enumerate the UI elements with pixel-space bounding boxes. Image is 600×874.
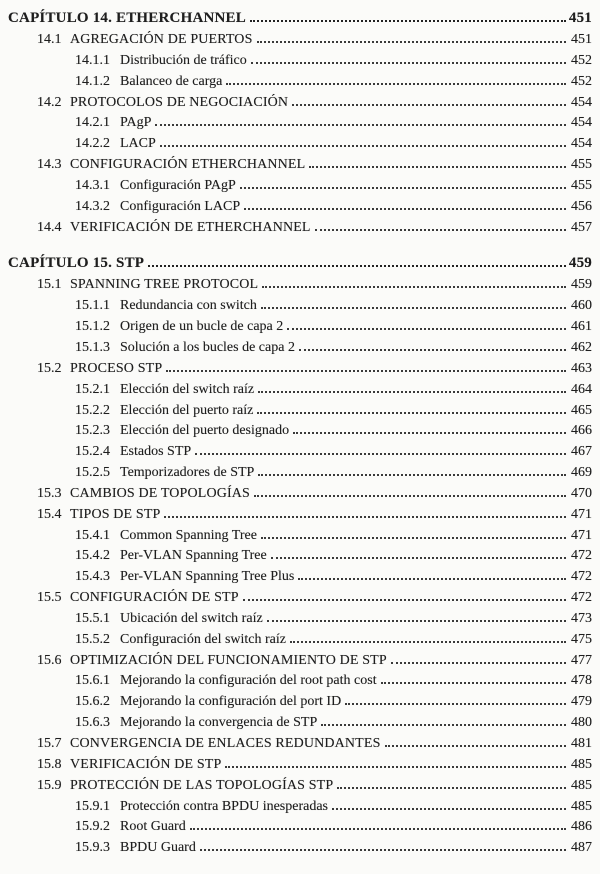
toc-entry-number: 15.2 xyxy=(37,360,62,376)
toc-entry xyxy=(8,463,592,484)
toc-entry-label: Mejorando la convergencia de STP xyxy=(120,715,318,731)
toc-entry-page: 467 xyxy=(571,444,592,460)
dot-leader xyxy=(244,204,566,210)
toc-entry-label: Solución a los bucles de capa 2 xyxy=(120,339,295,355)
toc-entry-number: 15.2.3 xyxy=(75,423,110,439)
toc-entry xyxy=(8,484,592,505)
toc-entry-page: 465 xyxy=(571,402,592,418)
toc-entry xyxy=(8,218,592,239)
toc-entry-number: 15.4.1 xyxy=(75,527,110,543)
dot-leader xyxy=(166,366,566,372)
toc-entry-number: 15.2.4 xyxy=(75,444,110,460)
toc-entry-label: Redundancia con switch xyxy=(120,298,257,314)
toc-entry-number: 15.2.1 xyxy=(75,381,110,397)
chapter-block xyxy=(8,251,592,859)
toc-entry-number: 15.7 xyxy=(37,736,62,751)
toc-entry-number: 15.9.2 xyxy=(75,819,110,835)
dot-leader xyxy=(257,37,566,43)
dot-leader xyxy=(240,183,566,189)
toc-entry-label: Configuración PAgP xyxy=(120,177,236,193)
dot-leader xyxy=(293,428,566,434)
toc-entry-number: 15.1.1 xyxy=(75,298,110,314)
toc-entry-label: Mejorando la configuración del root path cost xyxy=(120,673,377,689)
toc-entry xyxy=(8,197,592,218)
toc-entry-page: 464 xyxy=(571,381,592,397)
toc-entry-page: 461 xyxy=(571,319,592,335)
toc-entry-number: 15.5 xyxy=(37,590,62,606)
toc-entry xyxy=(8,797,592,818)
toc-entry-number: 15.5.1 xyxy=(75,610,110,626)
toc-entry-number: 15.1 xyxy=(37,277,62,293)
toc-entry-number: 14.2 xyxy=(37,94,62,110)
dot-leader xyxy=(250,16,566,22)
toc-entry-number: 15.9.1 xyxy=(75,798,110,814)
dot-leader xyxy=(391,658,566,664)
toc-entry-label: Protección contra BPDU inesperadas xyxy=(120,798,328,814)
chapter-title-label: CAPÍTULO 14. ETHERCHANNEL xyxy=(8,10,246,26)
toc-entry-number: 15.2.5 xyxy=(75,465,110,481)
toc-entry-number: 15.6.1 xyxy=(75,673,110,689)
toc-entry-page: 471 xyxy=(571,527,592,543)
chapter-title-page: 451 xyxy=(568,10,592,26)
toc-entry xyxy=(8,817,592,838)
toc-entry-number: 14.1.2 xyxy=(75,73,110,89)
dot-leader xyxy=(190,824,566,830)
toc-entry-label: Common Spanning Tree xyxy=(120,527,257,543)
toc-entry-number: 15.8 xyxy=(37,756,62,772)
toc-entry xyxy=(8,546,592,567)
toc-entry-number: 15.3 xyxy=(37,485,62,501)
toc-entry xyxy=(8,567,592,588)
dot-leader xyxy=(257,408,566,414)
dot-leader xyxy=(164,512,566,518)
toc-entry-page: 475 xyxy=(571,631,592,647)
dot-leader xyxy=(225,762,566,768)
toc-entry xyxy=(8,734,592,755)
toc-entry-label: Distribución de tráfico xyxy=(120,52,247,68)
toc-entry-label: Origen de un bucle de capa 2 xyxy=(120,319,284,335)
toc-entry-page: 455 xyxy=(571,157,592,173)
chapter-title xyxy=(8,6,592,30)
toc-entry-number: 15.2.2 xyxy=(75,402,110,418)
toc-entry-page: 454 xyxy=(571,94,592,110)
toc-entry xyxy=(8,609,592,630)
toc-entry-page: 454 xyxy=(571,136,592,152)
toc-entry-label: Configuración LACP xyxy=(120,198,241,214)
chapter-title-page: 459 xyxy=(568,255,592,272)
dot-leader xyxy=(267,616,566,622)
toc-entry xyxy=(8,505,592,526)
toc-entry-page: 485 xyxy=(571,798,592,814)
toc-entry xyxy=(8,113,592,134)
dot-leader xyxy=(160,141,566,147)
dot-leader xyxy=(271,553,566,559)
toc-entry xyxy=(8,671,592,692)
toc-entry-number: 15.1.3 xyxy=(75,339,110,355)
toc-entry-label: LACP xyxy=(120,136,156,152)
dot-leader xyxy=(262,282,566,288)
toc-entry-label: CONFIGURACIÓN ETHERCHANNEL xyxy=(70,157,306,173)
toc-entry-number: 14.3.1 xyxy=(75,177,110,193)
toc-entry-number: 15.5.2 xyxy=(75,631,110,647)
toc-entry-page: 485 xyxy=(571,777,592,793)
toc-entry-number: 15.6 xyxy=(37,652,62,668)
toc-entry-number: 15.9 xyxy=(37,777,62,793)
toc-entry xyxy=(8,93,592,114)
toc-entry-page: 472 xyxy=(571,548,592,564)
toc-entry xyxy=(8,442,592,463)
toc-entry xyxy=(8,755,592,776)
toc-entry-label: VERIFICACIÓN DE ETHERCHANNEL xyxy=(70,219,311,235)
toc-entry-number: 15.4 xyxy=(37,506,62,522)
toc-entry xyxy=(8,176,592,197)
toc-entry-page: 455 xyxy=(571,177,592,193)
toc-entry-label: AGREGACIÓN DE PUERTOS xyxy=(70,32,253,47)
toc-entry-label: Balanceo de carga xyxy=(120,73,223,89)
toc-entry-page: 477 xyxy=(571,652,592,668)
dot-leader xyxy=(315,225,566,231)
dot-leader xyxy=(337,783,566,789)
toc-entry-number: 14.3 xyxy=(37,157,62,173)
toc-entry-number: 14.2.1 xyxy=(75,115,110,131)
toc-entry-page: 452 xyxy=(571,52,592,68)
toc-entry-page: 466 xyxy=(571,423,592,439)
toc-entry xyxy=(8,338,592,359)
toc-entry-label: Per-VLAN Spanning Tree xyxy=(120,548,267,564)
toc-entry xyxy=(8,275,592,296)
toc-entry-page: 459 xyxy=(571,277,592,293)
toc-entry-page: 460 xyxy=(571,298,592,314)
toc-entry-page: 452 xyxy=(571,73,592,89)
toc-entry-label: Temporizadores de STP xyxy=(120,465,255,481)
toc-entry xyxy=(8,359,592,380)
dot-leader xyxy=(254,491,566,497)
toc-entry-page: 469 xyxy=(571,465,592,481)
toc-entry-label: Configuración del switch raíz xyxy=(120,631,287,647)
dot-leader xyxy=(381,678,566,684)
toc-entry-number: 15.1.2 xyxy=(75,319,110,335)
toc-entry-page: 472 xyxy=(571,590,592,606)
toc-entry-label: PROTECCIÓN DE LAS TOPOLOGÍAS STP xyxy=(70,777,334,793)
toc-entry-number: 14.4 xyxy=(37,219,62,235)
dot-leader xyxy=(290,637,566,643)
toc-entry-number: 14.3.2 xyxy=(75,198,110,214)
toc-entry xyxy=(8,72,592,93)
toc-entry-number: 15.9.3 xyxy=(75,840,110,856)
dot-leader xyxy=(321,720,566,726)
toc-entry xyxy=(8,134,592,155)
toc-entry xyxy=(8,51,592,72)
dot-leader xyxy=(243,595,566,601)
toc-entry-number: 15.4.3 xyxy=(75,569,110,585)
chapter-block xyxy=(8,6,592,238)
toc-entry-page: 471 xyxy=(571,506,592,522)
toc-entry-label: CONFIGURACIÓN DE STP xyxy=(70,590,239,606)
toc-entry-number: 15.6.3 xyxy=(75,715,110,731)
toc-entry xyxy=(8,651,592,672)
dot-leader xyxy=(292,100,566,106)
toc-entry xyxy=(8,692,592,713)
toc-entry-label: Ubicación del switch raíz xyxy=(120,610,263,626)
toc-entry-number: 15.6.2 xyxy=(75,694,110,710)
toc-entry-label: PROTOCOLOS DE NEGOCIACIÓN xyxy=(70,94,289,110)
dot-leader xyxy=(258,470,566,476)
toc-entry-number: 14.1 xyxy=(37,32,62,47)
toc-entry-label: Elección del puerto designado xyxy=(120,423,290,439)
chapter-title-label: CAPÍTULO 15. STP xyxy=(8,255,145,272)
toc-entry-label: CAMBIOS DE TOPOLOGÍAS xyxy=(70,485,250,501)
toc-entry-page: 457 xyxy=(571,219,592,235)
toc-entry-page: 472 xyxy=(571,569,592,585)
toc-entry xyxy=(8,838,592,859)
toc-entry xyxy=(8,421,592,442)
toc-entry-page: 487 xyxy=(571,840,592,856)
toc-entry xyxy=(8,317,592,338)
dot-leader xyxy=(148,261,566,267)
toc-entry-label: SPANNING TREE PROTOCOL xyxy=(70,277,259,293)
chapter-title xyxy=(8,251,592,275)
dot-leader xyxy=(261,303,566,309)
toc-entry xyxy=(8,155,592,176)
toc-entry-page: 478 xyxy=(571,673,592,689)
dot-leader xyxy=(200,845,566,851)
dot-leader xyxy=(332,804,566,810)
dot-leader xyxy=(385,741,566,747)
toc-entry-page: 470 xyxy=(571,485,592,501)
toc-entry-label: Root Guard xyxy=(120,819,186,835)
toc-entry-label: Mejorando la configuración del port ID xyxy=(120,694,342,710)
toc-entry-label: VERIFICACIÓN DE STP xyxy=(70,756,222,772)
dot-leader xyxy=(261,533,566,539)
dot-leader xyxy=(345,699,566,705)
toc-entry-page: 451 xyxy=(571,32,592,47)
toc-entry xyxy=(8,380,592,401)
toc-entry-label: Per-VLAN Spanning Tree Plus xyxy=(120,569,295,585)
dot-leader xyxy=(155,120,566,126)
toc-entry-number: 15.4.2 xyxy=(75,548,110,564)
toc-entry xyxy=(8,526,592,547)
toc-entry xyxy=(8,30,592,51)
dot-leader xyxy=(299,345,566,351)
toc-entry-label: OPTIMIZACIÓN DEL FUNCIONAMIENTO DE STP xyxy=(70,652,387,668)
dot-leader xyxy=(298,574,566,580)
toc-entry xyxy=(8,776,592,797)
toc-entry-label: TIPOS DE STP xyxy=(70,506,161,522)
toc-entry-number: 14.1.1 xyxy=(75,52,110,68)
dot-leader xyxy=(251,58,566,64)
dot-leader xyxy=(195,449,566,455)
toc-entry xyxy=(8,588,592,609)
dot-leader xyxy=(258,387,566,393)
toc-entry-page: 481 xyxy=(571,736,592,751)
toc-entry-label: Elección del puerto raíz xyxy=(120,402,254,418)
toc-entry-label: Estados STP xyxy=(120,444,192,460)
toc-entry-page: 473 xyxy=(571,610,592,626)
toc-entry-page: 456 xyxy=(571,198,592,214)
toc-entry-page: 462 xyxy=(571,339,592,355)
toc-entry xyxy=(8,296,592,317)
toc-entry-label: BPDU Guard xyxy=(120,840,196,856)
dot-leader xyxy=(287,324,566,330)
toc-entry-number: 14.2.2 xyxy=(75,136,110,152)
toc-entry xyxy=(8,630,592,651)
toc-entry-page: 480 xyxy=(571,715,592,731)
toc-entry-page: 463 xyxy=(571,360,592,376)
toc-entry xyxy=(8,401,592,422)
toc-entry-page: 486 xyxy=(571,819,592,835)
dot-leader xyxy=(309,162,566,168)
toc-entry-page: 479 xyxy=(571,694,592,710)
toc-entry-page: 485 xyxy=(571,756,592,772)
toc-entry-label: PAgP xyxy=(120,115,152,131)
table-of-contents xyxy=(8,6,592,859)
toc-entry xyxy=(8,713,592,734)
toc-entry-label: CONVERGENCIA DE ENLACES REDUNDANTES xyxy=(70,736,381,751)
toc-entry-label: Elección del switch raíz xyxy=(120,381,255,397)
toc-entry-page: 454 xyxy=(571,115,592,131)
toc-entry-label: PROCESO STP xyxy=(70,360,163,376)
dot-leader xyxy=(226,79,566,85)
